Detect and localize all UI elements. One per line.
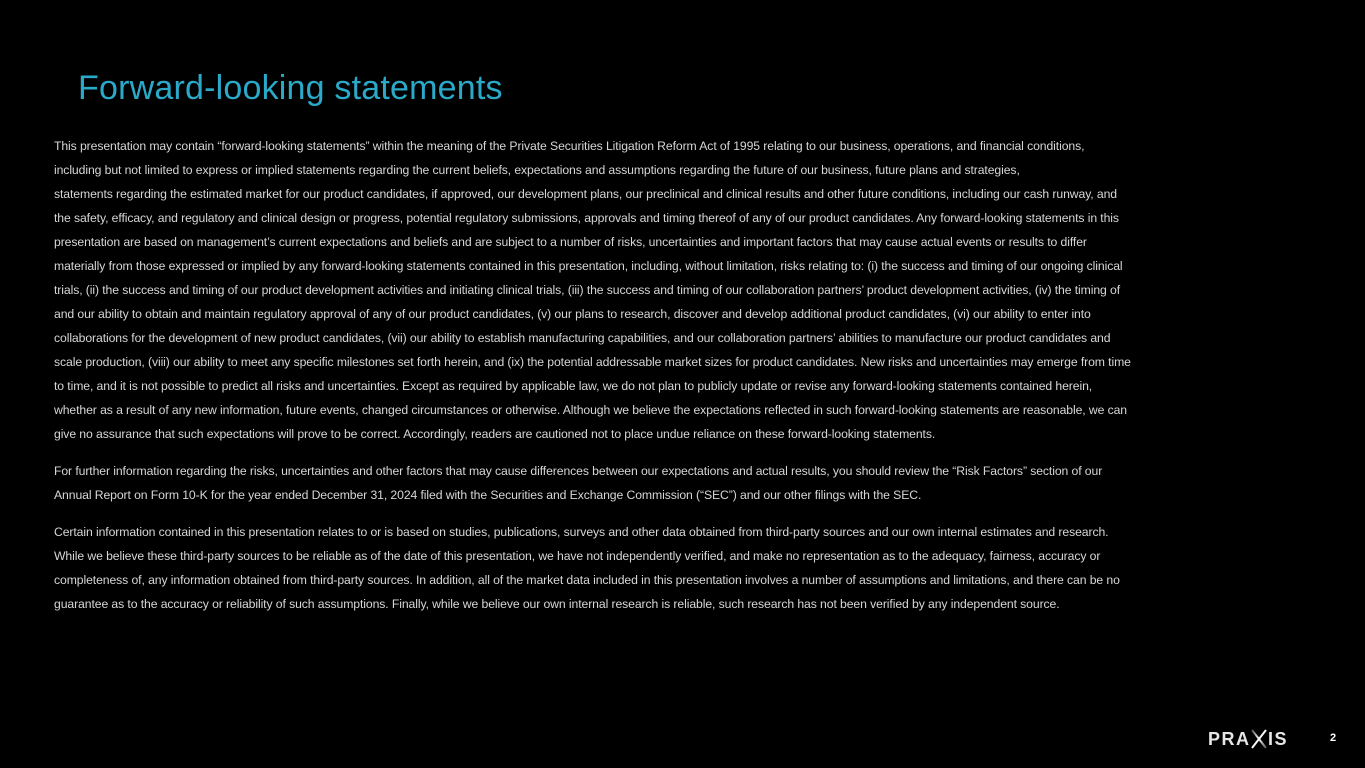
paragraph [54, 459, 1334, 507]
text-line: presentation are based on management’s current expectations and beliefs and are subject to a number of risks, uncertainties and important factors that may cause actual events or results to differ [54, 235, 1087, 249]
text-line: statements regarding the estimated market for our product candidates, if approved, our development plans, our preclinical and clinical results and other future conditions, including our cash runway, and [54, 187, 1117, 201]
text-line: scale production, (viii) our ability to meet any specific milestones set forth herein, and (ix) the potential addressable market sizes for product candidates. New risks and uncertainties may emerge from time [54, 355, 1131, 369]
text-line: collaborations for the development of new product candidates, (vii) our ability to establish manufacturing capabilities, and our collaboration partners’ abilities to manufacture our product candidates and [54, 331, 1111, 345]
text-line: to time, and it is not possible to predict all risks and uncertainties. Except as required by applicable law, we do not plan to publicly update or revise any forward-looking statements contained herein, [54, 379, 1093, 393]
text-line: Annual Report on Form 10-K for the year ended December 31, 2024 filed with the Securities and Exchange Commission (“SEC”) and our other filings with the SEC. [54, 488, 922, 502]
text-line: give no assurance that such expectations will prove to be correct. Accordingly, readers are cautioned not to place undue reliance on these forward-looking statements. [54, 427, 936, 441]
text-line: completeness of, any information obtained from third-party sources. In addition, all of the market data included in this presentation involves a number of assumptions and limitations, and there can be no [54, 573, 1120, 587]
page-number: 2 [1330, 732, 1337, 744]
paragraph [54, 520, 1334, 616]
svg-text:PRA: PRA [1208, 729, 1251, 749]
text-line: While we believe these third-party sources to be reliable as of the date of this presentation, we have not independently verified, and make no representation as to the adequacy, fairness, accuracy or [54, 549, 1101, 563]
page-title: Forward-looking statements [78, 68, 503, 107]
praxis-logo-icon [1208, 728, 1292, 750]
praxis-logo [1208, 728, 1292, 756]
svg-text:IS: IS [1268, 729, 1289, 749]
text-line: This presentation may contain “forward-looking statements” within the meaning of the Private Securities Litigation Reform Act of 1995 relating to our business, operations, and financial conditions, [54, 139, 1085, 153]
text-line: Certain information contained in this presentation relates to or is based on studies, publications, surveys and other data obtained from third-party sources and our own internal estimates and research. [54, 525, 1109, 539]
disclaimer-body [54, 134, 1334, 629]
text-line: guarantee as to the accuracy or reliability of such assumptions. Finally, while we believe our own internal research is reliable, such research has not been verified by any independent source. [54, 597, 1060, 611]
text-line: including but not limited to express or implied statements regarding the current beliefs, expectations and assumptions regarding the future of our business, future plans and strategies, [54, 163, 1020, 177]
text-line: the safety, efficacy, and regulatory and clinical design or progress, potential regulatory submissions, approvals and timing thereof of any of our product candidates. Any forward-looking statements in this [54, 211, 1119, 225]
text-line: For further information regarding the risks, uncertainties and other factors that may cause differences between our expectations and actual results, you should review the “Risk Factors” section of our [54, 464, 1103, 478]
text-line: whether as a result of any new information, future events, changed circumstances or otherwise. Although we believe the expectations reflected in such forward-looking statements are reasonable, we can [54, 403, 1127, 417]
text-line: trials, (ii) the success and timing of our product development activities and initiating clinical trials, (iii) the success and timing of our collaboration partners’ product development activities, (iv) the timing of [54, 283, 1121, 297]
text-line: materially from those expressed or implied by any forward-looking statements contained in this presentation, including, without limitation, risks relating to: (i) the success and timing of our ongoing clinical [54, 259, 1123, 273]
text-line: and our ability to obtain and maintain regulatory approval of any of our product candidates, (v) our plans to research, discover and develop additional product candidates, (vi) our ability to enter into [54, 307, 1091, 321]
paragraph [54, 134, 1334, 446]
